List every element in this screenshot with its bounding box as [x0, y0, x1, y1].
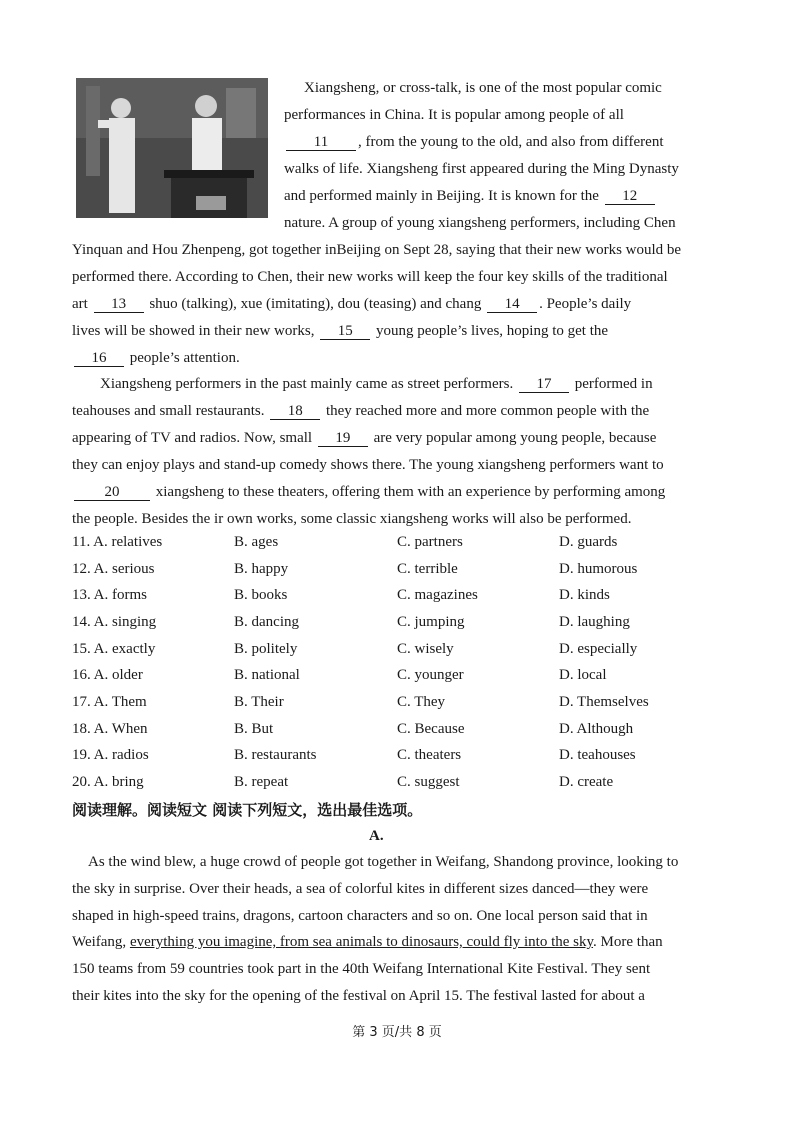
passage-line: Xiangsheng, or cross-talk, is one of the most popular comic: [304, 80, 662, 96]
passage-line: Xiangsheng performers in the past mainly came as street performers. 17 performed in: [100, 376, 653, 392]
option-d[interactable]: D. guards: [559, 534, 618, 550]
option-row: [72, 639, 732, 659]
passage-line: As the wind blew, a huge crowd of people got together in Weifang, Shandong province, looking to: [88, 854, 679, 870]
option-c[interactable]: C. Because: [397, 721, 465, 737]
blank-17[interactable]: 17: [519, 376, 569, 393]
option-a[interactable]: 13. A. forms: [72, 587, 147, 603]
blank-13[interactable]: 13: [94, 296, 144, 313]
option-b[interactable]: B. politely: [234, 641, 298, 657]
blank-14[interactable]: 14: [487, 296, 537, 313]
option-row: [72, 612, 732, 632]
option-row: [72, 665, 732, 685]
option-b[interactable]: B. Their: [234, 694, 284, 710]
option-a[interactable]: 17. A. Them: [72, 694, 147, 710]
option-c[interactable]: C. partners: [397, 534, 463, 550]
passage-line: teahouses and small restaurants. 18 they reached more and more common people with the: [72, 403, 650, 419]
passage-line: 16 people’s attention.: [72, 348, 240, 368]
option-b[interactable]: B. repeat: [234, 774, 289, 790]
option-b[interactable]: B. ages: [234, 534, 279, 550]
option-d[interactable]: D. Themselves: [559, 694, 649, 710]
passage-line: the sky in surprise. Over their heads, a sea of colorful kites in different sizes danced—they were: [72, 881, 649, 897]
option-c[interactable]: C. terrible: [397, 561, 458, 577]
passage-line: Weifang, everything you imagine, from sea animals to dinosaurs, could fly into the sky. More than: [72, 934, 663, 950]
blank-18[interactable]: 18: [270, 403, 320, 420]
option-d[interactable]: D. local: [559, 667, 607, 683]
passage-line: shaped in high-speed trains, dragons, cartoon characters and so on. One local person said that in: [72, 908, 648, 924]
passage-line: art 13 shuo (talking), xue (imitating), dou (teasing) and chang 14 . People’s daily: [72, 296, 632, 312]
option-a[interactable]: 15. A. exactly: [72, 641, 156, 657]
option-c[interactable]: C. magazines: [397, 587, 478, 603]
option-a[interactable]: 11. A. relatives: [72, 534, 163, 550]
option-a[interactable]: 19. A. radios: [72, 747, 149, 763]
option-row: [72, 532, 732, 552]
passage-line: and performed mainly in Beijing. It is known for the 12: [284, 186, 657, 206]
option-a[interactable]: 16. A. older: [72, 667, 143, 683]
option-a[interactable]: 18. A. When: [72, 721, 148, 737]
option-d[interactable]: D. humorous: [559, 561, 638, 577]
passage-line: Yinquan and Hou Zhenpeng, got together inBeijing on Sept 28, saying that their new works would be: [72, 242, 682, 258]
underlined-sentence: everything you imagine, from sea animals to dinosaurs, could fly into the sky: [129, 934, 594, 950]
option-c[interactable]: C. They: [397, 694, 446, 710]
option-row: [72, 772, 732, 792]
option-d[interactable]: D. laughing: [559, 614, 630, 630]
option-b[interactable]: B. happy: [234, 561, 289, 577]
performers-image: [76, 78, 268, 218]
blank-20[interactable]: 20: [74, 484, 150, 501]
option-d[interactable]: D. teahouses: [559, 747, 636, 763]
option-row: [72, 585, 732, 605]
option-row: [72, 559, 732, 579]
passage-line: the people. Besides the ir own works, some classic xiangsheng works will also be performed.: [72, 511, 632, 527]
blank-19[interactable]: 19: [318, 430, 368, 447]
passage-line: they can enjoy plays and stand-up comedy shows there. The young xiangsheng performers want to: [72, 457, 664, 473]
option-b[interactable]: B. But: [234, 721, 274, 737]
xiangsheng-photo: [76, 78, 268, 218]
blank-12[interactable]: 12: [605, 188, 655, 205]
passage-line: 20 xiangsheng to these theaters, offering them with an experience by performing among: [72, 482, 665, 502]
option-row: [72, 719, 732, 739]
section-heading: 阅读理解。阅读短文 阅读下列短文，选出最佳选项。: [72, 801, 423, 819]
page-number: 第 3 页/共 8 页: [352, 1025, 442, 1040]
passage-line: performed there. According to Chen, their new works will keep the four key skills of the traditional: [72, 269, 668, 285]
passage-line: 11 , from the young to the old, and also from different: [284, 132, 664, 152]
option-c[interactable]: C. younger: [397, 667, 464, 683]
option-b[interactable]: B. restaurants: [234, 747, 317, 763]
option-c[interactable]: C. wisely: [397, 641, 454, 657]
passage-line: walks of life. Xiangsheng first appeared during the Ming Dynasty: [284, 161, 679, 177]
passage-line: their kites into the sky for the opening of the festival on April 15. The festival lasted for about a: [72, 988, 645, 1004]
passage-line: lives will be showed in their new works, 15 young people’s lives, hoping to get the: [72, 323, 609, 339]
option-b[interactable]: B. dancing: [234, 614, 299, 630]
part-label: A.: [369, 828, 384, 844]
blank-16[interactable]: 16: [74, 350, 124, 367]
blank-15[interactable]: 15: [320, 323, 370, 340]
blank-11[interactable]: 11: [286, 134, 356, 151]
option-a[interactable]: 14. A. singing: [72, 614, 157, 630]
passage-line: 150 teams from 59 countries took part in the 40th Weifang International Kite Festival. They sent: [72, 961, 651, 977]
passage-line: performances in China. It is popular among people of all: [284, 107, 624, 123]
option-b[interactable]: B. books: [234, 587, 288, 603]
option-d[interactable]: D. Although: [559, 721, 634, 737]
option-c[interactable]: C. suggest: [397, 774, 460, 790]
option-d[interactable]: D. create: [559, 774, 614, 790]
option-c[interactable]: C. theaters: [397, 747, 462, 763]
option-row: [72, 692, 732, 712]
passage-line: nature. A group of young xiangsheng performers, including Chen: [284, 215, 676, 231]
option-d[interactable]: D. kinds: [559, 587, 610, 603]
option-d[interactable]: D. especially: [559, 641, 638, 657]
option-a[interactable]: 20. A. bring: [72, 774, 144, 790]
option-b[interactable]: B. national: [234, 667, 300, 683]
option-c[interactable]: C. jumping: [397, 614, 465, 630]
option-a[interactable]: 12. A. serious: [72, 561, 155, 577]
passage-line: appearing of TV and radios. Now, small 19 are very popular among young people, because: [72, 430, 657, 446]
option-row: [72, 745, 732, 765]
